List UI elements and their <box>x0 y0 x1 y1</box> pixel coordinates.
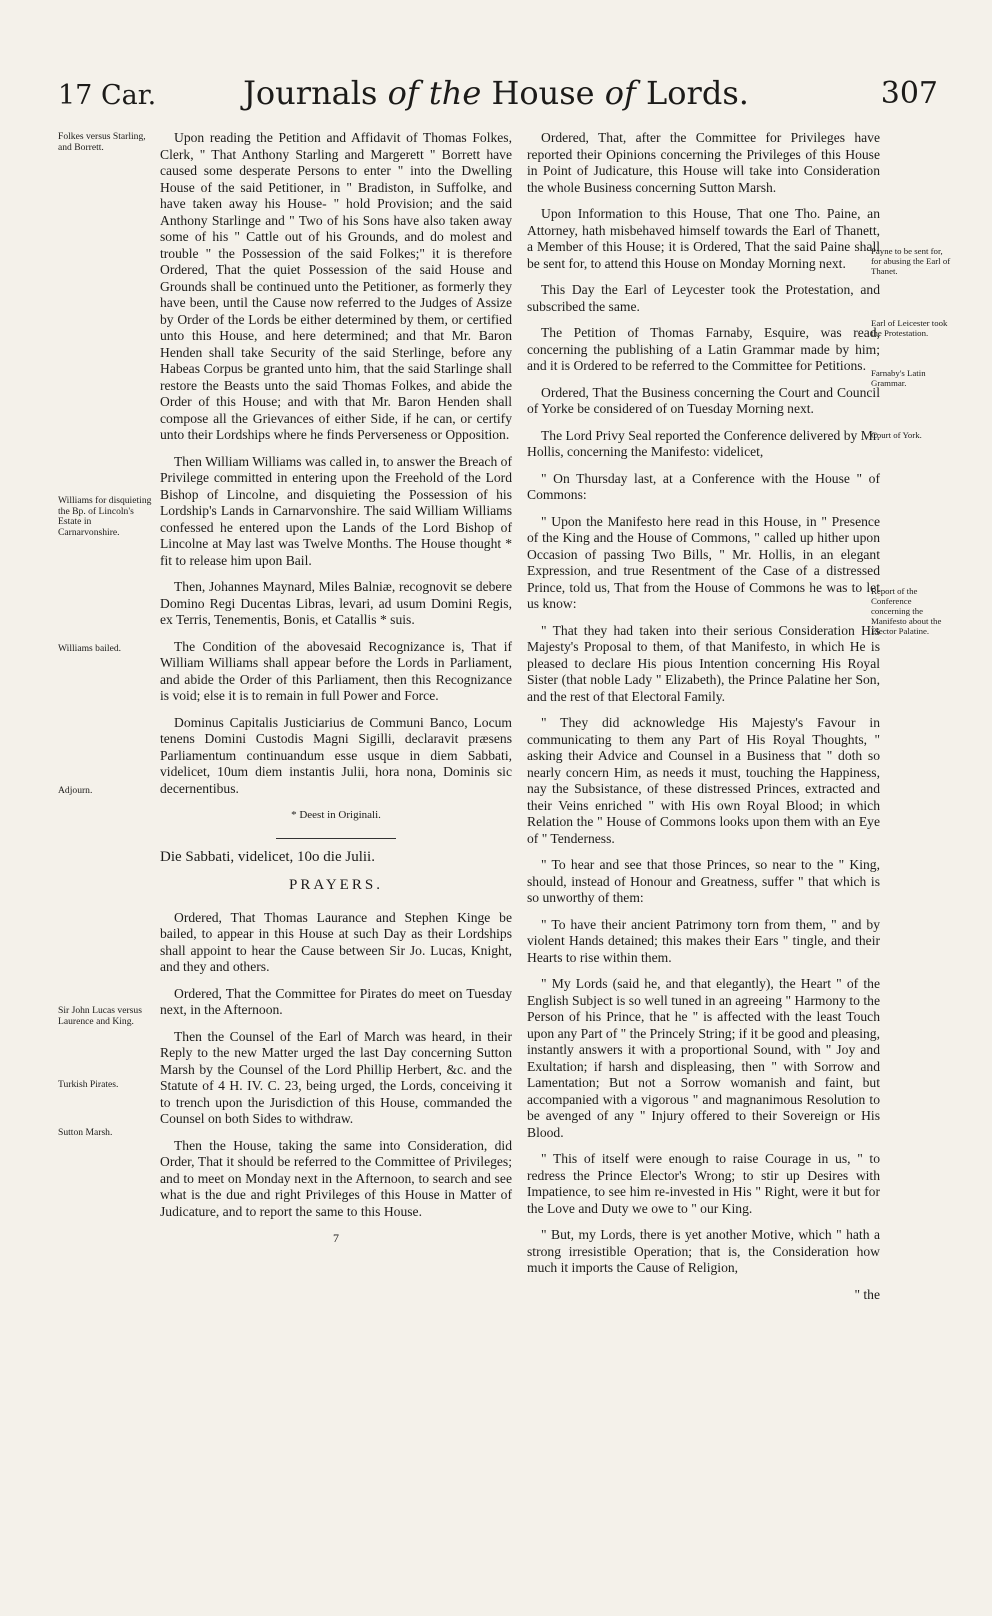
paragraph: " To have their ancient Patrimony torn from them, " and by violent Hands detained; this makes their Ears " tingle, and their Hearts to rise within them. <box>527 916 880 965</box>
paragraph: Then the House, taking the same into Consideration, did Order, That it should be referred to the Committee of Privileges; and to meet on Monday next in the Afternoon, to search and see what is the due and right Privileges of this House in Matter of Judicature, and to report the same to this House. <box>160 1137 512 1219</box>
paragraph: Then, Johannes Maynard, Miles Balniæ, recognovit se debere Domino Regi Ducentas Libras, levari, ad usum Domini Regis, ex Terris, Tenementis, Bonis, et Catallis * suis. <box>160 579 512 627</box>
paragraph: Dominus Capitalis Justiciarius de Communi Banco, Locum tenens Domini Custodis Magni Sigilli, declaravit præsens Parliamentum continuandum esse usque in diem Sabbati, videlicet, 10um diem instantis Julii, hora nona, Dominis sic decernentibus. <box>160 714 512 796</box>
paragraph: Then William Williams was called in, to answer the Breach of Privilege committed in entering upon the Freehold of the Lord Bishop of Lincolne, and disquieting the Possession of his Lordship's Lands in Carnarvonshire. The said William Williams confessed he entered upon the Lands of the Lord Bishop of Lincolne at May last was Twelve Months. The House thought * fit to release him upon Bail. <box>160 453 512 568</box>
paragraph: " My Lords (said he, and that elegantly), the Heart " of the English Subject is so well tuned in an agreeing " Harmony to the Person of his Prince, that he " is affected with the least Touch upon any Part of " the Princely String; if it be good and pleasing, instantly answers it with a proportional Sound, with " Joy and Exultation; if harsh and displeasing, then " with Sorrow and Lamentation; But not a Sorrow womanish and faint, but accompanied with a vigorous " and magnanimous Resolution to be avenged of any " Injury offered to their Sovereign or His Blood. <box>527 976 880 1140</box>
margin-note: Farnaby's Latin Grammar. <box>871 368 926 388</box>
paragraph: " This of itself were enough to raise Courage in us, " to redress the Prince Elector's Wrong; to stir up Desires with Impatience, to see him re-invested in His " Right, were it but for the Love and Duty we owe to " our King. <box>527 1151 880 1216</box>
paragraph: The Petition of Thomas Farnaby, Esquire, was read, concerning the publishing of a Latin Grammar made by him; and it is Ordered to be referred to the Committee for Petitions. <box>527 325 880 373</box>
paragraph: Ordered, That Thomas Laurance and Stephen Kinge be bailed, to appear in this House at such Day as their Lordships shall appoint to hear the Cause between Sir Jo. Lucas, Knight, and they and others. <box>160 909 512 974</box>
paragraph: " That they had taken into their serious Consideration His Majesty's Proposal to them, of that Manifesto, in which He is pleased to declare His pious Intention concerning His Royal Sister (that noble Lady " Elizabeth), the Prince Palatine her Son, and the rest of that Electoral Family. <box>527 622 880 704</box>
margin-note: Sir John Lucas versus Laurence and King. <box>58 1005 142 1027</box>
divider <box>276 838 396 839</box>
paragraph: " They did acknowledge His Majesty's Favour in communicating to them any Part of His Royal Thoughts, " asking their Advice and Counsel in a Business that " doth so nearly concern Him, as needs it must, touching the Happiness, nay the Subsistance, of these distressed Princes, extracted and their Veins enriched " with His own Royal Blood; in which Relation the " House of Commons looks upon them with an Eye of " Tenderness. <box>527 715 880 846</box>
margin-note: Adjourn. <box>58 785 93 796</box>
signature-mark: 7 <box>333 1231 339 1245</box>
date-heading: Die Sabbati, videlicet, 10o die Julii. <box>160 848 375 865</box>
paragraph: The Condition of the abovesaid Recognizance is, That if William Williams shall appear before the Lords in Parliament, and abide the Order of this Parliament, then this Recognizance is void; else it is to remain in full Power and Force. <box>160 638 512 703</box>
margin-note: Williams for disquieting the Bp. of Lincoln's Estate in Carnarvonshire. <box>58 495 152 538</box>
catchword: " the <box>854 1286 880 1302</box>
paragraph: The Lord Privy Seal reported the Conference delivered by Mr. Hollis, concerning the Manifesto: videlicet, <box>527 427 880 459</box>
margin-note: Williams bailed. <box>58 643 122 654</box>
margin-note: Folkes versus Starling, and Borrett. <box>58 131 146 153</box>
paragraph: Then the Counsel of the Earl of March was heard, in their Reply to the new Matter urged the last Day concerning Sutton Marsh by the Counsel of the Lord Phillip Herbert, &c. and the Statute of 4 H. IV. C. 23, being urged, the Lords, conceiving it to trench upon the Jurisdiction of this House, commanded the Counsel on both Sides to withdraw. <box>160 1028 512 1126</box>
paragraph: Ordered, That, after the Committee for Privileges have reported their Opinions concerning the Privileges of this House in Point of Judicature, this House will take into Consideration the whole Business concerning Sutton Marsh. <box>527 130 880 195</box>
paragraph: Upon Information to this House, That one Tho. Paine, an Attorney, hath misbehaved himself towards the Earl of Thanett, a Member of this House; it is Ordered, That the said Paine shall be sent for, to attend this House on Monday Morning next. <box>527 206 880 271</box>
paragraph: Ordered, That the Committee for Pirates do meet on Tuesday next, in the Afternoon. <box>160 985 512 1017</box>
regnal-year: 17 Car. <box>58 80 157 111</box>
right-column <box>527 130 880 1313</box>
margin-note: Sutton Marsh. <box>58 1127 113 1138</box>
margin-note: Court of York. <box>871 430 922 440</box>
journal-title: Journals of the House of Lords. <box>243 74 749 112</box>
margin-note: Report of the Conference concerning the Manifesto about the Elector Palatine. <box>871 586 942 636</box>
margin-note: Payne to be sent for, for abusing the Earl of Thanet. <box>871 246 951 276</box>
paragraph: Ordered, That the Business concerning the Court and Council of Yorke be considered of on Tuesday Morning next. <box>527 384 880 416</box>
paragraph: This Day the Earl of Leycester took the Protestation, and subscribed the same. <box>527 282 880 314</box>
page-number: 307 <box>880 76 938 111</box>
margin-note: Turkish Pirates. <box>58 1079 119 1090</box>
paragraph: Upon reading the Petition and Affidavit of Thomas Folkes, Clerk, " That Anthony Starling and Margerett " Borrett have caused some desperate Persons to enter " into the Dwelling House of the said Petitioner, in " Bradiston, in Suffolke, and have taken away his House- " hold Provision; and the said Anthony Starlinge and " Two of his Sons have also taken away some of his " Cattle out of his Grounds, and do molest and trouble " the Possession of the said Folkes;" it is therefore Ordered, That the quiet Possession of the said House and Grounds shall be continued unto the Petitioner, as formerly they have been, until the Cause now referred to the Judges of Assize by Order of the Lords be either determined by them, or certified unto this House, and here determined; and that Mr. Baron Henden shall take Security of the said Sterlinge, before any Habeas Corpus be granted unto him, that the said Starlinge shall restore the Beasts unto the said Thomas Folkes, and abide the Order of this House; and with that Mr. Baron Henden shall compose all the Grievances of either Side, if he can, or certify unto their Lordships where he finds Perverseness or Opposition. <box>160 130 512 442</box>
paragraph: " But, my Lords, there is yet another Motive, which " hath a strong irresistible Operation; that is, the Consideration how much it imports the Cause of Religion, <box>527 1227 880 1275</box>
paragraph: " On Thursday last, at a Conference with the House " of Commons: <box>527 470 880 502</box>
left-column <box>160 130 512 1257</box>
paragraph: " Upon the Manifesto here read in this House, in " Presence of the King and the House of Commons, " called up hither upon Occasion of passing Two Bills, " Mr. Hollis, in an elegant Expression, and true Resentment of the Case of a distressed Prince, told us, That from the House of Commons he was to let us know: <box>527 513 880 611</box>
paragraph: " To hear and see that those Princes, so near to the " King, should, instead of Honour and Greatness, suffer " that which is so unworthy of them: <box>527 857 880 905</box>
page-header <box>54 74 938 120</box>
margin-note: Earl of Leicester took the Protestation. <box>871 318 948 338</box>
prayers-heading: PRAYERS. <box>289 877 383 893</box>
footnote: * Deest in Originali. <box>291 809 381 821</box>
